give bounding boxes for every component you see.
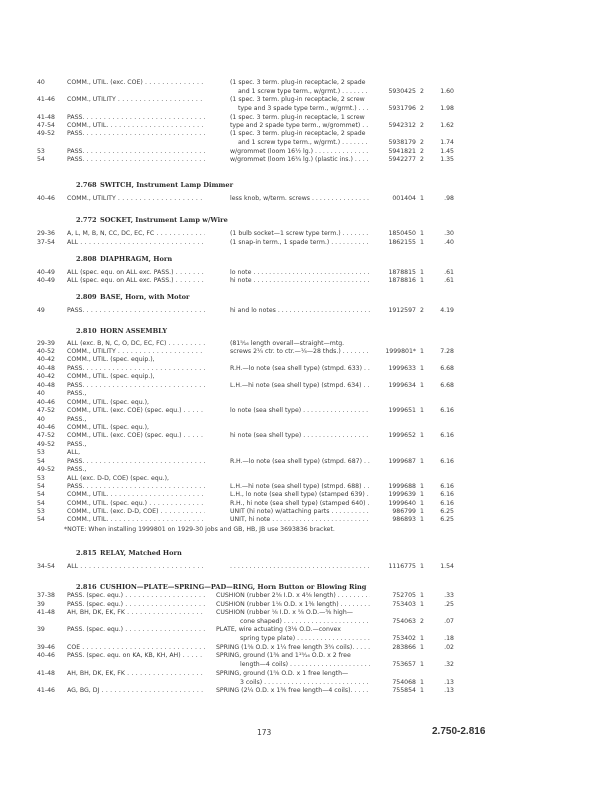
quantity: 1	[420, 230, 424, 237]
price: 6.68	[440, 365, 454, 372]
quantity: 2	[420, 122, 424, 129]
year-range: 54	[37, 500, 45, 507]
description: SPRING (1⅝ O.D. x 1¼ free length 3¾ coils). . . .	[216, 643, 370, 652]
part-number: 1116775	[388, 563, 416, 570]
application: AG, BG, DJ . . .	[67, 686, 205, 695]
quantity: 1	[420, 348, 424, 355]
price: .32	[444, 661, 454, 668]
price: 1.62	[440, 122, 454, 129]
section-number: 2.815	[76, 549, 97, 557]
year-range: 41-48	[37, 670, 55, 677]
year-range: 39	[37, 601, 45, 608]
table-row	[0, 431, 612, 440]
part-number: 1878815	[388, 269, 416, 276]
year-range: 47-52	[37, 407, 55, 414]
table-row	[0, 155, 612, 164]
price: .02	[444, 644, 454, 651]
quantity: 1	[420, 679, 424, 686]
description: screws 2¼ ctr. to ctr.—¼—28 thds.) . . .	[230, 347, 370, 356]
application: ALL . . .	[67, 238, 205, 247]
description: CUSHION (rubber ⅛ I.D. x ⅝ O.D.—⅜ high—	[216, 609, 353, 616]
part-number: 752705	[392, 592, 416, 599]
quantity: 1	[420, 601, 424, 608]
part-number: 754068	[392, 679, 416, 686]
table-row	[0, 591, 612, 600]
year-range: 39-46	[37, 644, 55, 651]
quantity: 2	[420, 105, 424, 112]
application: PASS. . . .	[67, 306, 205, 315]
section-title: DIAPHRAGM, Horn	[100, 255, 173, 263]
quantity: 1	[420, 635, 424, 642]
year-range: 54	[37, 483, 45, 490]
year-range: 49-52	[37, 130, 55, 137]
application: PASS. . . .	[67, 457, 205, 466]
price: 1.74	[440, 139, 454, 146]
application: COMM., UTIL. (spec. equip.),	[67, 373, 155, 380]
section-title: CUSHION—PLATE—SPRING—PAD—RING, Horn Button or Blowing Ring	[100, 583, 367, 591]
application: A, L, M, B, N, CC, DC, EC, FC . . .	[67, 229, 205, 238]
application: PASS. . . .	[67, 155, 205, 164]
price: .13	[444, 687, 454, 694]
price: 1.54	[440, 563, 454, 570]
description: (1 spec. 3 term. plug-in receptacle, 2 spade	[230, 130, 366, 137]
application: PASS. . . .	[67, 147, 205, 156]
year-range: 54	[37, 156, 45, 163]
section-heading	[76, 180, 233, 190]
table-row	[0, 389, 612, 398]
year-range: 40-52	[37, 348, 55, 355]
description: L.H.—hi note (sea shell type) (stmpd. 634) . . .	[230, 381, 370, 390]
year-range: 34-54	[37, 563, 55, 570]
year-range: 39	[37, 626, 45, 633]
part-number: 1999688	[388, 483, 416, 490]
quantity: 1	[420, 687, 424, 694]
description: L.H.—hi note (sea shell type) (stmpd. 688) . . .	[230, 482, 370, 491]
table-row	[0, 355, 612, 364]
section-heading	[76, 254, 172, 264]
price: 6.16	[440, 483, 454, 490]
description: type and 2 spade type term., w/grommet) . . .	[230, 121, 370, 130]
price: 6.16	[440, 500, 454, 507]
application: PASS.,	[67, 466, 87, 473]
description-continuation: and 1 screw type term., w/grmt.) . . .	[238, 87, 370, 96]
description: R.H.—lo note (sea shell type) (stmpd. 687) . . .	[230, 457, 370, 466]
quantity: 2	[420, 88, 424, 95]
application: COMM., UTIL. . . .	[67, 121, 205, 130]
quantity: 2	[420, 618, 424, 625]
application: COMM., UTIL. (spec. equ.),	[67, 399, 149, 406]
year-range: 41-46	[37, 96, 55, 103]
section-number: 2.808	[76, 255, 97, 263]
year-range: 49-52	[37, 466, 55, 473]
application: PASS. . . .	[67, 364, 205, 373]
description: (1 snap-in term., 1 spade term.) . . .	[230, 238, 370, 247]
price: .61	[444, 269, 454, 276]
price: .18	[444, 635, 454, 642]
application: COMM., UTILITY . . .	[67, 194, 205, 203]
part-number: 5930425	[388, 88, 416, 95]
year-range: 53	[37, 148, 45, 155]
description: SPRING (2¼ O.D. x 1⅜ free length—4 coils). . . .	[216, 686, 370, 695]
footnote: *NOTE: When installing 1999801 on 1929-30 jobs and GB, HB, JB use 3693836 bracket.	[64, 526, 335, 533]
year-range: 47-52	[37, 432, 55, 439]
application: COE . . .	[67, 643, 205, 652]
description: hi note (sea shell type) . . .	[230, 431, 370, 440]
description: less knob, w/term. screws . . .	[230, 194, 370, 203]
price: 6.68	[440, 382, 454, 389]
table-row	[0, 669, 612, 678]
part-number: 1999687	[388, 458, 416, 465]
price: 1.35	[440, 156, 454, 163]
description: SPRING, ground (1⅝ O.D. x 1 free length—	[216, 670, 349, 677]
year-range: 40-46	[37, 195, 55, 202]
part-number: 753657	[392, 661, 416, 668]
description-continuation: spring type plate) . . .	[240, 634, 370, 643]
application: PASS. (spec. equ. on KA, KB, KH, AH) . . .	[67, 651, 205, 660]
quantity: 1	[420, 407, 424, 414]
year-range: 40-49	[37, 269, 55, 276]
table-row	[0, 129, 612, 138]
year-range: 53	[37, 449, 45, 456]
table-row	[0, 562, 612, 571]
part-number: 1999633	[388, 365, 416, 372]
part-number: 5931796	[388, 105, 416, 112]
application: PASS. . . .	[67, 113, 205, 122]
description: PLATE, wire actuating (3⅛ O.D.—convex	[216, 626, 341, 633]
price: .13	[444, 679, 454, 686]
quantity: 1	[420, 500, 424, 507]
year-range: 49-52	[37, 441, 55, 448]
price: 1.45	[440, 148, 454, 155]
description: R.H.—lo note (sea shell type) (stmpd. 633) . . .	[230, 364, 370, 373]
part-number: 1999652	[388, 432, 416, 439]
application: COMM., UTIL. (spec. equ.),	[67, 424, 149, 431]
section-range: 2.750-2.816	[432, 726, 486, 737]
year-range: 41-46	[37, 687, 55, 694]
year-range: 40	[37, 79, 45, 86]
section-heading	[76, 215, 228, 225]
section-number: 2.810	[76, 327, 97, 335]
description: (1 spec. 3 term. plug-in receptacle, 1 screw	[230, 114, 365, 121]
table-row-continuation	[0, 634, 612, 643]
year-range: 53	[37, 508, 45, 515]
part-number: 1999634	[388, 382, 416, 389]
application: AH, BH, DK, EK, FK . . .	[67, 669, 205, 678]
description: lo note . . .	[230, 268, 370, 277]
quantity: 1	[420, 491, 424, 498]
application: ALL,	[67, 449, 81, 456]
application: COMM., UTIL. (exc. D-D, COE) . . .	[67, 507, 205, 516]
application: PASS. . . .	[67, 381, 205, 390]
price: 1.60	[440, 88, 454, 95]
application: COMM., UTIL. (exc. COE) . . .	[67, 78, 205, 87]
quantity: 1	[420, 483, 424, 490]
part-number: 5941821	[388, 148, 416, 155]
table-row	[0, 406, 612, 415]
price: .30	[444, 230, 454, 237]
table-row	[0, 448, 612, 457]
part-number: 986893	[392, 516, 416, 523]
part-number: 283866	[392, 644, 416, 651]
year-range: 41-48	[37, 609, 55, 616]
table-row	[0, 194, 612, 203]
part-number: 1999640	[388, 500, 416, 507]
year-range: 54	[37, 491, 45, 498]
description: (1 spec. 3 term. plug-in receptacle, 2 spade	[230, 79, 366, 86]
part-number: 1862155	[388, 239, 416, 246]
price: 6.16	[440, 432, 454, 439]
table-row-continuation	[0, 138, 612, 147]
description: w/grommet (loom 16¾ lg.) (plastic ins.) . . .	[230, 155, 370, 164]
description	[230, 562, 370, 571]
table-row	[0, 95, 612, 104]
price: .40	[444, 239, 454, 246]
section-title: RELAY, Matched Horn	[100, 549, 182, 557]
table-row	[0, 490, 612, 499]
application: ALL . . .	[67, 562, 205, 571]
price: 6.25	[440, 516, 454, 523]
description: hi and lo notes . . .	[230, 306, 370, 315]
year-range: 40-46	[37, 652, 55, 659]
price: .07	[444, 618, 454, 625]
table-row	[0, 625, 612, 634]
quantity: 1	[420, 365, 424, 372]
table-row	[0, 229, 612, 238]
year-range: 49	[37, 307, 45, 314]
part-number: 5942312	[388, 122, 416, 129]
section-title: BASE, Horn, with Motor	[100, 293, 190, 301]
quantity: 2	[420, 148, 424, 155]
section-number: 2.772	[76, 216, 97, 224]
price: .33	[444, 592, 454, 599]
description: CUSHION (rubber 1⅛ O.D. x 1⅜ length) . . .	[216, 600, 370, 609]
year-range: 40-48	[37, 365, 55, 372]
table-row	[0, 515, 612, 524]
section-heading	[76, 548, 182, 558]
description: UNIT (hi note) w/attaching parts . . .	[230, 507, 370, 516]
year-range: 40-49	[37, 277, 55, 284]
application: ALL (exc. D-D, COE) (spec. equ.),	[67, 475, 169, 482]
price: 7.28	[440, 348, 454, 355]
quantity: 2	[420, 156, 424, 163]
part-number: 986799	[392, 508, 416, 515]
part-number: 755854	[392, 687, 416, 694]
price: 6.16	[440, 407, 454, 414]
application: PASS. (spec. equ.) . . .	[67, 625, 205, 634]
application: PASS. (spec. equ.) . . .	[67, 600, 205, 609]
section-heading	[76, 292, 190, 302]
application: PASS.,	[67, 441, 87, 448]
section-title: HORN ASSEMBLY	[100, 327, 168, 335]
part-number: 753402	[392, 635, 416, 642]
application: PASS. (spec. equ.) . . .	[67, 591, 205, 600]
page-number: 173	[257, 728, 272, 737]
description: (1 spec. 3 term. plug-in receptacle, 2 screw	[230, 96, 365, 103]
quantity: 2	[420, 307, 424, 314]
year-range: 40-46	[37, 399, 55, 406]
application: ALL (spec. equ. on ALL exc. PASS.) . . .	[67, 268, 205, 277]
description-continuation: type and 3 spade type term., w/grmt.) . . .	[238, 104, 370, 113]
part-number: 001404	[392, 195, 416, 202]
table-row	[0, 608, 612, 617]
table-row	[0, 465, 612, 474]
description: hi note . . .	[230, 276, 370, 285]
application: COMM., UTIL. . . .	[67, 515, 205, 524]
table-row	[0, 238, 612, 247]
quantity: 1	[420, 458, 424, 465]
application: PASS.,	[67, 390, 87, 397]
application: COMM., UTIL. (spec. equ.) . . .	[67, 499, 205, 508]
description-continuation: 3 coils) . . .	[240, 678, 370, 687]
year-range: 40-42	[37, 373, 55, 380]
price: 6.16	[440, 491, 454, 498]
application: ALL (exc. B, N, C, O, DC, EC, FC) . . .	[67, 339, 205, 348]
year-range: 53	[37, 475, 45, 482]
year-range: 29-36	[37, 230, 55, 237]
part-number: 1999651	[388, 407, 416, 414]
part-number: 753403	[392, 601, 416, 608]
application: COMM., UTILITY . . .	[67, 347, 205, 356]
year-range: 37-54	[37, 239, 55, 246]
year-range: 40-42	[37, 356, 55, 363]
section-title: SWITCH, Instrument Lamp Dimmer	[100, 181, 234, 189]
application: COMM., UTIL. (exc. COE) (spec. equ.) . . .	[67, 431, 205, 440]
description: lo note (sea shell type) . . .	[230, 406, 370, 415]
application: PASS.,	[67, 416, 87, 423]
part-number: 1999639	[388, 491, 416, 498]
table-row	[0, 306, 612, 315]
price: .98	[444, 195, 454, 202]
year-range: 40	[37, 416, 45, 423]
year-range: 40-46	[37, 424, 55, 431]
quantity: 1	[420, 592, 424, 599]
table-row	[0, 372, 612, 381]
quantity: 1	[420, 239, 424, 246]
description: CUSHION (rubber 2⅝ I.D. x 4⅝ length) . . .	[216, 591, 370, 600]
quantity: 2	[420, 139, 424, 146]
price: .25	[444, 601, 454, 608]
table-row	[0, 686, 612, 695]
section-number: 2.768	[76, 181, 97, 189]
quantity: 1	[420, 516, 424, 523]
application: AH, BH, DK, EK, FK . . .	[67, 608, 205, 617]
year-range: 54	[37, 516, 45, 523]
part-number: 1999801*	[385, 348, 416, 355]
description-continuation: cone shaped) . . .	[240, 617, 370, 626]
year-range: 40	[37, 390, 45, 397]
section-number: 2.816	[76, 583, 97, 591]
table-row	[0, 276, 612, 285]
section-number: 2.809	[76, 293, 97, 301]
price: .61	[444, 277, 454, 284]
part-number: 1850450	[388, 230, 416, 237]
year-range: 54	[37, 458, 45, 465]
application: COMM., UTIL. . . .	[67, 490, 205, 499]
part-number: 5938179	[388, 139, 416, 146]
year-range: 37-38	[37, 592, 55, 599]
section-heading	[76, 326, 167, 336]
part-number: 1912597	[388, 307, 416, 314]
price: 6.25	[440, 508, 454, 515]
quantity: 1	[420, 508, 424, 515]
year-range: 47-54	[37, 122, 55, 129]
application: PASS. . . .	[67, 482, 205, 491]
table-row	[0, 651, 612, 660]
description: L.H., lo note (sea shell type) (stamped 639) . . .	[230, 490, 370, 499]
quantity: 1	[420, 195, 424, 202]
table-row-continuation	[0, 660, 612, 669]
table-row	[0, 78, 612, 87]
application: COMM., UTILITY . . .	[67, 95, 205, 104]
quantity: 1	[420, 432, 424, 439]
quantity: 1	[420, 661, 424, 668]
description-continuation: length—4 coils) . . .	[240, 660, 370, 669]
year-range: 40-48	[37, 382, 55, 389]
description: w/grommet (loom 16½ lg.) . . .	[230, 147, 370, 156]
quantity: 1	[420, 563, 424, 570]
price: 1.98	[440, 105, 454, 112]
description: (1 bulb socket—1 screw type term.) . . .	[230, 229, 370, 238]
quantity: 1	[420, 277, 424, 284]
price: 6.16	[440, 458, 454, 465]
application: PASS. . . .	[67, 129, 205, 138]
description-continuation: and 1 screw type term., w/grmt.) . . .	[238, 138, 370, 147]
quantity: 1	[420, 382, 424, 389]
description: R.H., hi note (sea shell type) (stamped 640) . . .	[230, 499, 370, 508]
price: 4.19	[440, 307, 454, 314]
application: ALL (spec. equ. on ALL exc. PASS.) . . .	[67, 276, 205, 285]
table-row-continuation	[0, 104, 612, 113]
year-range: 29-39	[37, 340, 55, 347]
part-number: 5942277	[388, 156, 416, 163]
part-number: 1878816	[388, 277, 416, 284]
application: COMM., UTIL. (spec. equip.),	[67, 356, 155, 363]
application: COMM., UTIL. (exc. COE) (spec. equ.) . . .	[67, 406, 205, 415]
quantity: 1	[420, 269, 424, 276]
quantity: 1	[420, 644, 424, 651]
description: SPRING, ground (1⅜ and 1¹⁵⁄₁₆ O.D. x 2 free	[216, 652, 351, 659]
year-range: 41-48	[37, 114, 55, 121]
section-title: SOCKET, Instrument Lamp w/Wire	[100, 216, 228, 224]
description: UNIT, hi note . . .	[230, 515, 370, 524]
description: (81⁵⁄₁₆ length overall—straight—mtg.	[230, 340, 345, 347]
part-number: 754063	[392, 618, 416, 625]
